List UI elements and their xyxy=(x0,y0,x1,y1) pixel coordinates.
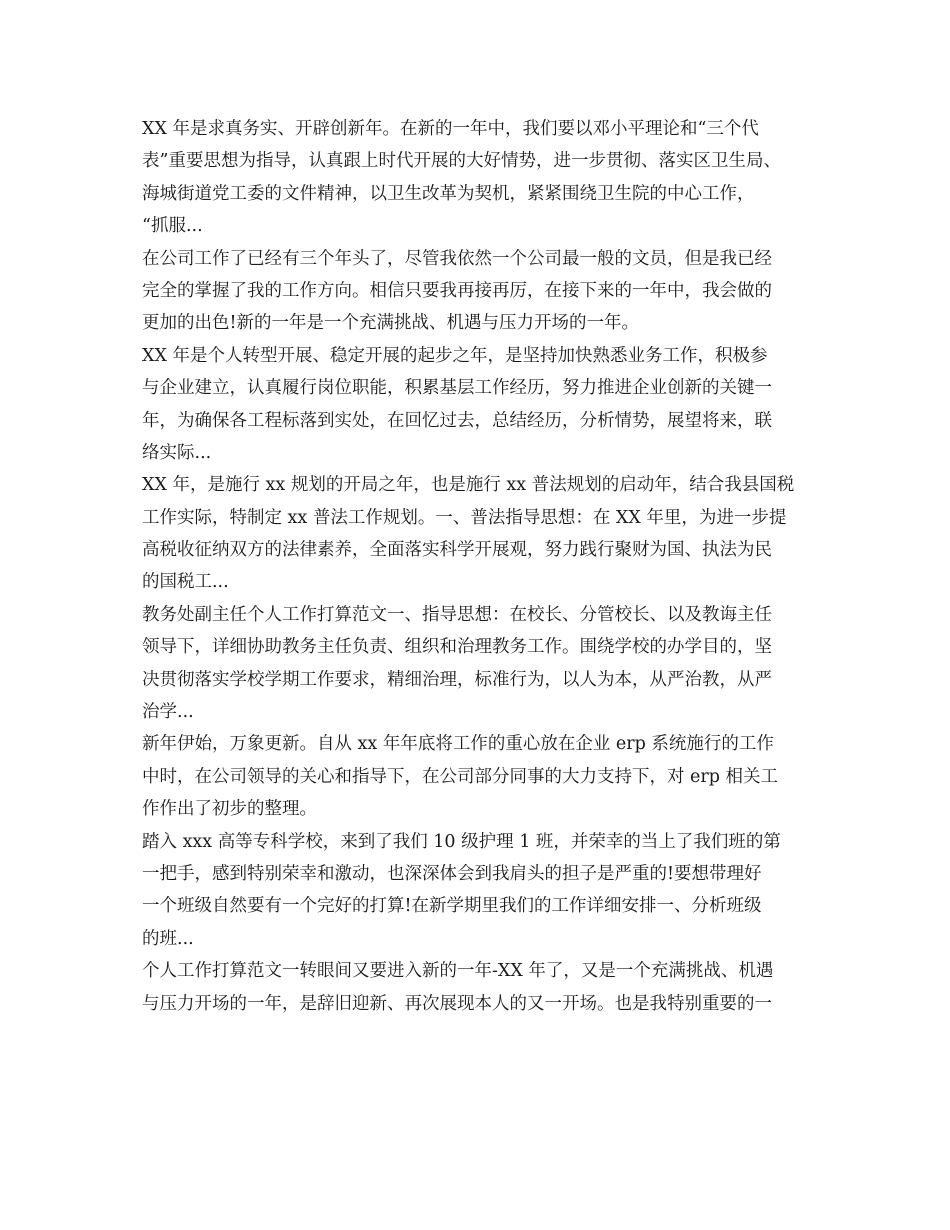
text-line: 更加的出色!新的一年是一个充满挑战、机遇与压力开场的一年。 xyxy=(142,313,640,334)
text-line: 新年伊始，万象更新。自从 xx 年年底将工作的重心放在企业 erp 系统施行的工作 xyxy=(142,734,774,755)
text-line: 决贯彻落实学校学期工作要求，精细治理，标准行为，以人为本，从严治教，从严 xyxy=(142,669,772,690)
text-line: 络实际... xyxy=(142,442,212,463)
text-line: 一把手，感到特别荣幸和激动，也深深体会到我肩头的担子是严重的!要想带理好 xyxy=(142,863,762,884)
text-line: 治学... xyxy=(142,702,194,723)
text-line: 踏入 xxx 高等专科学校，来到了我们 10 级护理 1 班，并荣幸的当上了我们班的第 xyxy=(142,831,781,852)
text-line: 在公司工作了已经有三个年头了，尽管我依然一个公司最一般的文员，但是我已经 xyxy=(142,248,772,269)
text-line: XX 年是求真务实、开辟创新年。在新的一年中，我们要以邓小平理论和“三个代 xyxy=(142,119,759,139)
text-line: 中时，在公司领导的关心和指导下，在公司部分同事的大力支持下，对 erp 相关工 xyxy=(142,766,779,787)
document-body xyxy=(142,113,822,1020)
text-line: 的国税工... xyxy=(142,572,229,593)
text-line: 表”重要思想为指导，认真跟上时代开展的大好情势，进一步贯彻、落实区卫生局、 xyxy=(142,151,781,172)
text-line: “抓服... xyxy=(142,216,203,237)
text-line: XX 年是个人转型开展、稳定开展的起步之年，是坚持加快熟悉业务工作，积极参 xyxy=(142,345,768,366)
text-line: 工作实际，特制定 xx 普法工作规划。一、普法指导思想：在 XX 年里，为进一步提 xyxy=(142,507,787,528)
text-line: 一个班级自然要有一个完好的打算!在新学期里我们的工作详细安排一、分析班级 xyxy=(142,896,762,917)
text-line: 的班... xyxy=(142,928,194,949)
text-line: 作作出了初步的整理。 xyxy=(142,799,317,820)
text-line: 与企业建立，认真履行岗位职能，积累基层工作经历，努力推进企业创新的关键一 xyxy=(142,378,772,399)
text-line: 个人工作打算范文一转眼间又要进入新的一年-XX 年了，又是一个充满挑战、机遇 xyxy=(142,961,774,982)
text-line: 高税收征纳双方的法律素养，全面落实科学开展观，努力践行聚财为国、执法为民 xyxy=(142,540,772,561)
text-line: 领导下，详细协助教务主任负责、组织和治理教务工作。围绕学校的办学目的，坚 xyxy=(142,637,772,658)
text-line: 完全的掌握了我的工作方向。相信只要我再接再厉，在接下来的一年中，我会做的 xyxy=(142,280,772,301)
text-line: 海城街道党工委的文件精神，以卫生改革为契机，紧紧围绕卫生院的中心工作， xyxy=(142,183,755,204)
text-line: 与压力开场的一年，是辞旧迎新、再次展现本人的又一开场。也是我特别重要的一 xyxy=(142,993,772,1014)
text-line: XX 年，是施行 xx 规划的开局之年，也是施行 xx 普法规划的启动年，结合我县国税 xyxy=(142,475,795,496)
text-line: 教务处副主任个人工作打算范文一、指导思想：在校长、分管校长、以及教诲主任 xyxy=(142,604,772,625)
text-line: 年，为确保各工程标落到实处，在回忆过去，总结经历，分析情势，展望将来，联 xyxy=(142,410,772,431)
